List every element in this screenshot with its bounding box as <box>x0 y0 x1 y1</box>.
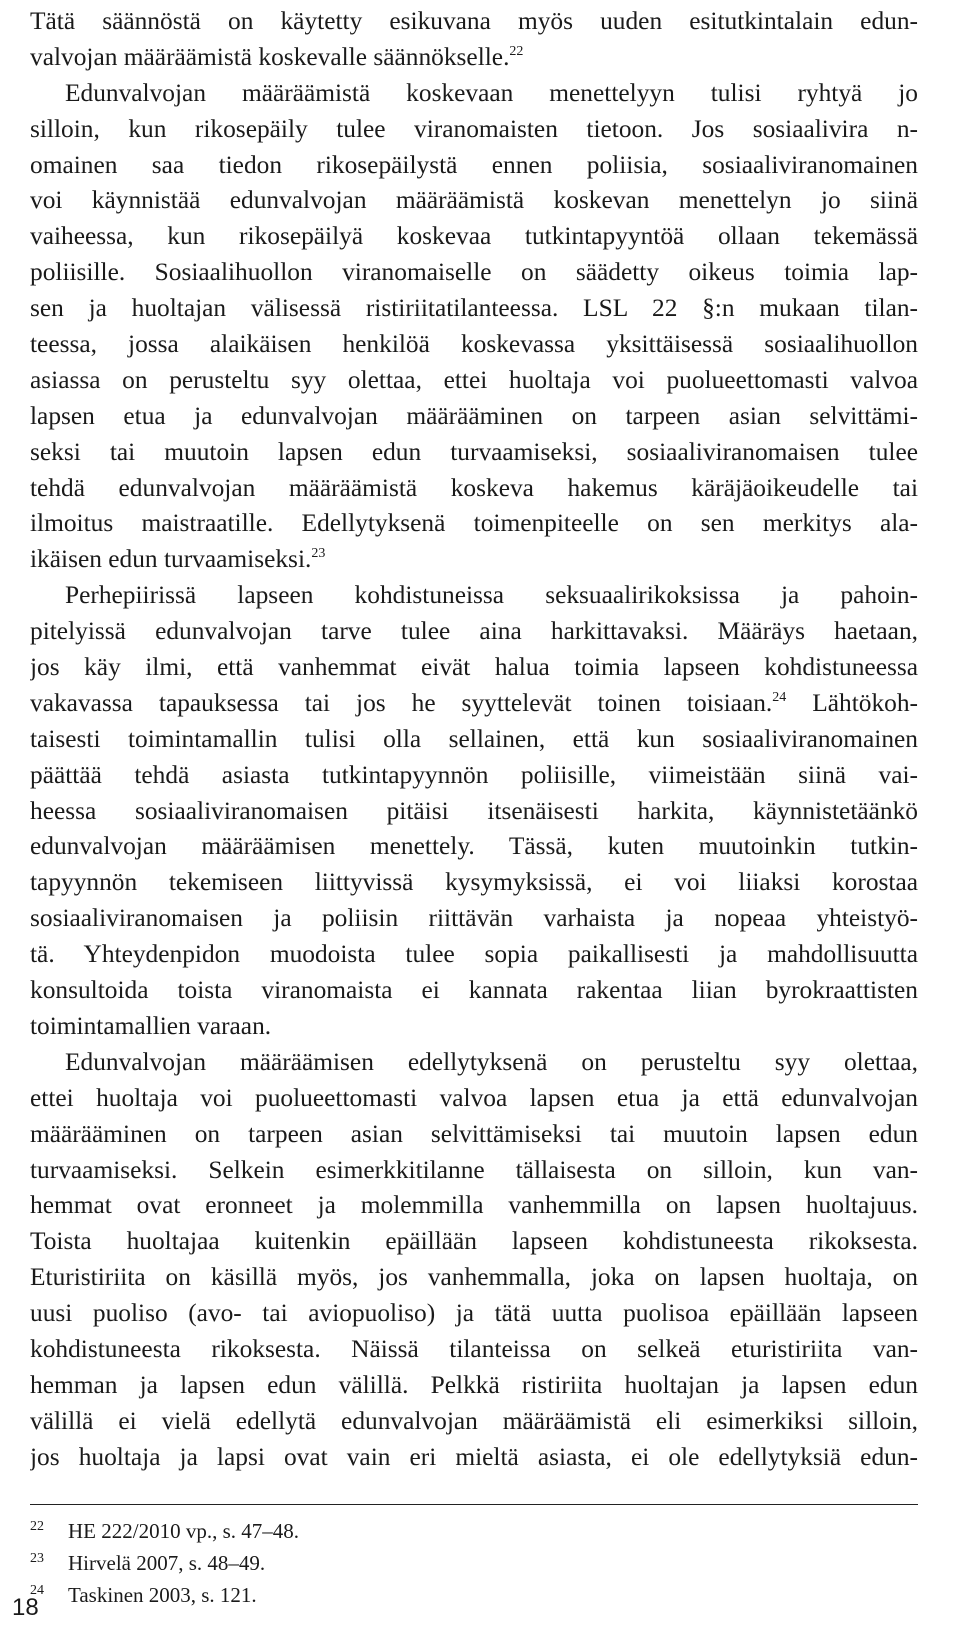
text-line: ilmoitus maistraatille. Edellytyksenä toimenpiteelle on sen merkitys ala- <box>30 509 918 538</box>
text-line: Edunvalvojan määräämisen edellytyksenä on perusteltu syy olettaa, <box>65 1047 918 1076</box>
text-line: heessa sosiaaliviranomaisen pitäisi itsenäisesti harkita, käynnistetäänkö <box>30 796 918 825</box>
text-line: voi käynnistää edunvalvojan määräämistä koskevan menettelyn jo siinä <box>30 186 918 215</box>
text-line: määrääminen on tarpeen asian selvittämiseksi tai muutoin lapsen edun <box>30 1119 918 1148</box>
text-line: turvaamiseksi. Selkein esimerkkitilanne tällaisesta on silloin, kun van- <box>30 1155 918 1184</box>
text-line: hemmat ovat eronneet ja molemmilla vanhemmilla on lapsen huoltajuus. <box>30 1191 918 1220</box>
text-line: vaiheessa, kun rikosepäilyä koskevaa tutkintapyyntöä ollaan tekemässä <box>30 222 918 251</box>
text-line: edunvalvojan määräämisen menettely. Tässä, kuten muutoinkin tutkin- <box>30 832 918 861</box>
text-line: tehdä edunvalvojan määräämistä koskeva hakemus käräjäoikeudelle tai <box>30 473 918 502</box>
text-line: jos huoltaja ja lapsi ovat vain eri mieltä asiasta, ei ole edellytyksiä edun- <box>30 1442 918 1471</box>
text-line: Perhepiirissä lapseen kohdistuneissa seksuaalirikoksissa ja pahoin- <box>65 581 918 610</box>
text-line: tä. Yhteydenpidon muodoista tulee sopia paikallisesti ja mahdollisuutta <box>30 940 918 969</box>
text-line: lapsen etua ja edunvalvojan määrääminen on tarpeen asian selvittämi- <box>30 401 918 430</box>
footnote-reference: 22 <box>509 43 524 59</box>
text-line: kohdistuneesta rikoksesta. Näissä tilanteissa on selkeä eturistiriita van- <box>30 1334 918 1363</box>
text-line: jos käy ilmi, että vanhemmat eivät halua toimia lapseen kohdistuneessa <box>30 653 918 682</box>
text-line: seksi tai muutoin lapsen edun turvaamiseksi, sosiaaliviranomaisen tulee <box>30 437 918 466</box>
text-line: ettei huoltaja voi puolueettomasti valvoa lapsen etua ja että edunvalvojan <box>30 1083 918 1112</box>
text-line: poliisille. Sosiaalihuollon viranomaiselle on säädetty oikeus toimia lap- <box>30 258 918 287</box>
page-number: 18 <box>12 1594 39 1621</box>
text-line: välillä ei vielä edellytä edunvalvojan määräämistä eli esimerkiksi silloin, <box>30 1406 918 1435</box>
footnotes <box>30 1515 299 1611</box>
footnote-text: Taskinen 2003, s. 121. <box>68 1583 257 1607</box>
footnote-item: 23 Hirvelä 2007, s. 48–49. <box>30 1551 266 1575</box>
footnote-reference: 24 <box>772 689 787 705</box>
text-line: tapyynnön tekemiseen liittyvissä kysymyksissä, ei voi liiaksi korostaa <box>30 868 918 897</box>
text-line: teessa, jossa alaikäisen henkilöä koskevassa yksittäisessä sosiaalihuollon <box>30 330 918 359</box>
text-line: vakavassa tapauksessa tai jos he syyttelevät toinen toisiaan.$^{24}$ Lähtökoh- <box>30 688 918 717</box>
paragraph <box>30 76 918 578</box>
paragraph <box>30 1045 918 1476</box>
text-line: toimintamallien varaan. <box>30 1011 272 1040</box>
text-line: sen ja huoltajan välisessä ristiriitatilanteessa. LSL 22 §:n mukaan tilan- <box>30 294 918 323</box>
body-text <box>30 4 918 1476</box>
text-line: Toista huoltajaa kuitenkin epäillään lapseen kohdistuneesta rikoksesta. <box>30 1227 918 1256</box>
text-line: sosiaaliviranomaisen ja poliisin riittävän varhaista ja nopeaa yhteistyö- <box>30 904 918 933</box>
text-line: valvojan määräämistä koskevalle säännökselle.$^{22}$ <box>30 42 524 71</box>
text-line: asiassa on perusteltu syy olettaa, ettei huoltaja voi puolueettomasti valvoa <box>30 365 918 394</box>
text-line: hemman ja lapsen edun välillä. Pelkkä ristiriita huoltajan ja lapsen edun <box>30 1370 918 1399</box>
paragraph <box>30 4 918 76</box>
text-line: pitelyissä edunvalvojan tarve tulee aina harkittavaksi. Määräys haetaan, <box>30 617 918 646</box>
footnote-item: 22 HE 222/2010 vp., s. 47–48. <box>30 1519 299 1543</box>
text-line: uusi puoliso (avo- tai aviopuoliso) ja tätä uutta puolisoa epäillään lapseen <box>30 1299 918 1328</box>
footnote-text: HE 222/2010 vp., s. 47–48. <box>68 1519 299 1543</box>
text-line: taisesti toimintamallin tulisi olla sellainen, että kun sosiaaliviranomainen <box>30 724 918 753</box>
text-line: konsultoida toista viranomaista ei kannata rakentaa liian byrokraattisten <box>30 976 918 1005</box>
text-line: Tätä säännöstä on käytetty esikuvana myös uuden esitutkintalain edun- <box>30 7 918 35</box>
footnote-text: Hirvelä 2007, s. 48–49. <box>68 1551 266 1575</box>
paragraph <box>30 578 918 1045</box>
footnote-reference: 23 <box>311 546 326 562</box>
text-line: ikäisen edun turvaamiseksi.$^{23}$ <box>30 545 326 574</box>
text-line: Edunvalvojan määräämistä koskevaan menettelyyn tulisi ryhtyä jo <box>65 78 918 107</box>
text-line: silloin, kun rikosepäily tulee viranomaisten tietoon. Jos sosiaalivira n- <box>30 114 918 143</box>
text-line: päättää tehdä asiasta tutkintapyynnön poliisille, viimeistään siinä vai- <box>30 760 918 789</box>
text-line: omainen saa tiedon rikosepäilystä ennen poliisia, sosiaaliviranomainen <box>30 150 918 179</box>
footnote-divider <box>30 1504 918 1505</box>
text-line: Eturistiriita on käsillä myös, jos vanhemmalla, joka on lapsen huoltaja, on <box>30 1263 918 1292</box>
footnote-item: 24 Taskinen 2003, s. 121. <box>30 1583 257 1607</box>
